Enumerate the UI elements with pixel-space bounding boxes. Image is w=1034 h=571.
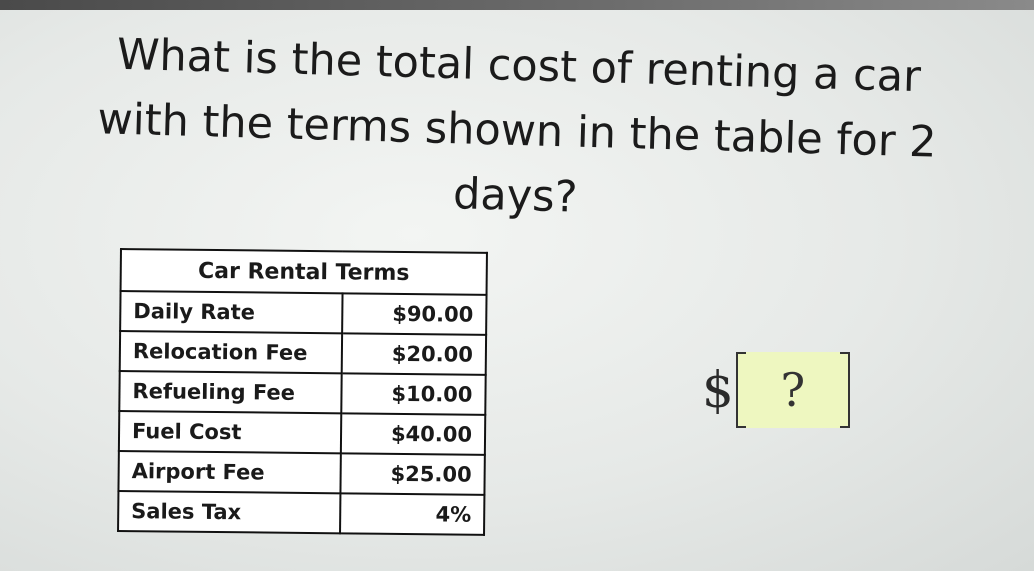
row-value: 4% [340, 493, 484, 535]
table-row [118, 451, 484, 495]
table-title: Car Rental Terms [121, 249, 487, 295]
answer-input-box[interactable] [738, 352, 848, 428]
row-value: $25.00 [340, 453, 484, 495]
table-row [119, 371, 485, 415]
table-row [119, 411, 485, 455]
rental-terms-table-container [117, 248, 488, 536]
row-label: Airport Fee [118, 451, 340, 493]
question-line-3: days? [452, 169, 579, 223]
row-label: Sales Tax [118, 491, 340, 533]
row-value: $90.00 [342, 293, 486, 335]
row-label: Fuel Cost [119, 411, 341, 453]
row-label: Daily Rate [120, 291, 342, 333]
currency-symbol: $ [702, 361, 734, 419]
answer-area [702, 352, 848, 428]
table-header-row [121, 249, 487, 295]
row-value: $20.00 [342, 333, 486, 375]
question-line-2: with the terms shown in the table for 2 [96, 94, 938, 168]
rental-terms-table [117, 248, 488, 536]
row-label: Refueling Fee [119, 371, 341, 413]
table-row [120, 291, 486, 335]
table-row [120, 331, 486, 375]
answer-placeholder: ? [780, 363, 806, 417]
question-text [15, 20, 1020, 243]
row-value: $40.00 [341, 413, 485, 455]
question-line-1: What is the total cost of renting a car [116, 29, 922, 103]
question-screen [0, 10, 1034, 571]
table-row [118, 491, 484, 535]
row-label: Relocation Fee [120, 331, 342, 373]
row-value: $10.00 [341, 373, 485, 415]
